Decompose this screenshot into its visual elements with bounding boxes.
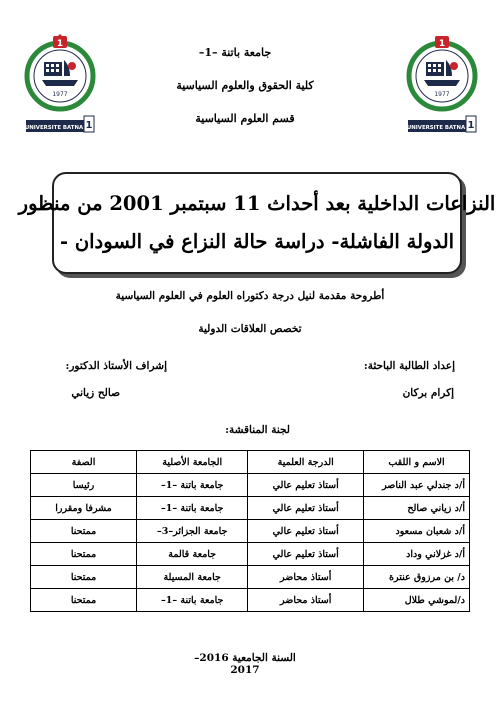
member-name: د/ بن مرزوق عنترة <box>364 566 470 589</box>
table-row <box>31 520 470 543</box>
thesis-title-line-2: الدولة الفاشلة- دراسة حالة النزاع في السودان - <box>59 230 455 253</box>
header-rank: الدرجة العلمية <box>248 451 364 474</box>
member-role: ممتحنا <box>31 589 137 612</box>
member-role: رئيسا <box>31 474 137 497</box>
logo-year: 1977 <box>434 91 450 98</box>
faculty-name: كلية الحقوق والعلوم السياسية <box>176 79 314 92</box>
logo-number-badge: 1 <box>438 39 446 49</box>
member-university: جامعة المسيلة <box>137 566 248 589</box>
member-role: مشرفا ومقررا <box>31 497 137 520</box>
member-role: ممتحنا <box>31 520 137 543</box>
member-name: د/لموشي طلال <box>364 589 470 612</box>
header-university: الجامعة الأصلية <box>137 451 248 474</box>
member-rank: أستاذ محاضر <box>248 566 364 589</box>
member-university: جامعة قالمة <box>137 543 248 566</box>
table-header-row <box>31 451 470 474</box>
thesis-title-line-1: النزاعات الداخلية بعد أحداث 11 سبتمبر 2001 من منظور <box>18 192 496 215</box>
table-row <box>31 543 470 566</box>
logo-year: 1977 <box>52 91 68 98</box>
thesis-description: أطروحة مقدمة لنيل درجة دكتوراه العلوم في العلوم السياسية <box>115 290 385 302</box>
member-role: ممتحنا <box>31 543 137 566</box>
member-role: ممتحنا <box>31 566 137 589</box>
member-rank: أستاذ تعليم عالي <box>248 474 364 497</box>
university-logo-right <box>406 34 478 134</box>
member-name: أ/د جندلي عبد الناصر <box>364 474 470 497</box>
member-name: أ/د غزلاني وداد <box>364 543 470 566</box>
table-row <box>31 589 470 612</box>
supervisor-name: صالح زياني <box>71 387 120 399</box>
supervisor-label: إشراف الأستاذ الدكتور: <box>65 360 167 372</box>
specialization: تخصص العلاقات الدولية <box>198 323 302 335</box>
logo-emblem <box>409 36 475 109</box>
table-row <box>31 474 470 497</box>
header-role: الصفة <box>31 451 137 474</box>
member-university: جامعة الجزائر–3– <box>137 520 248 543</box>
university-logo-left <box>24 34 96 134</box>
header-name: الاسم و اللقب <box>364 451 470 474</box>
member-name: أ/د شعبان مسعود <box>364 520 470 543</box>
university-name: جامعة باتنة –1– <box>198 46 272 59</box>
committee-table <box>30 450 470 612</box>
academic-year: السنة الجامعية 2016–2017 <box>194 652 296 676</box>
member-rank: أستاذ محاضر <box>248 589 364 612</box>
logo-number-badge: 1 <box>56 39 64 49</box>
student-name: إكرام بركان <box>402 387 454 399</box>
student-label: إعداد الطالبة الباحثة: <box>363 360 455 372</box>
member-university: جامعة باتنة –1– <box>137 474 248 497</box>
logo-number: 1 <box>467 120 475 131</box>
thesis-title-box <box>18 172 496 274</box>
logo-number: 1 <box>85 120 93 131</box>
table-row <box>31 566 470 589</box>
table-row <box>31 497 470 520</box>
member-university: جامعة باتنة –1– <box>137 589 248 612</box>
committee-title: لجنة المناقشة: <box>225 424 290 436</box>
logo-emblem <box>27 34 93 109</box>
logo-caption: UNIVERSITE BATNA <box>406 125 466 131</box>
member-rank: أستاذ تعليم عالي <box>248 520 364 543</box>
member-rank: أستاذ تعليم عالي <box>248 497 364 520</box>
member-rank: أستاذ تعليم عالي <box>248 543 364 566</box>
logo-caption: UNIVERSITE BATNA <box>24 125 84 131</box>
department-name: قسم العلوم السياسية <box>195 112 295 125</box>
member-university: جامعة باتنة –1– <box>137 497 248 520</box>
member-name: أ/د زياني صالح <box>364 497 470 520</box>
